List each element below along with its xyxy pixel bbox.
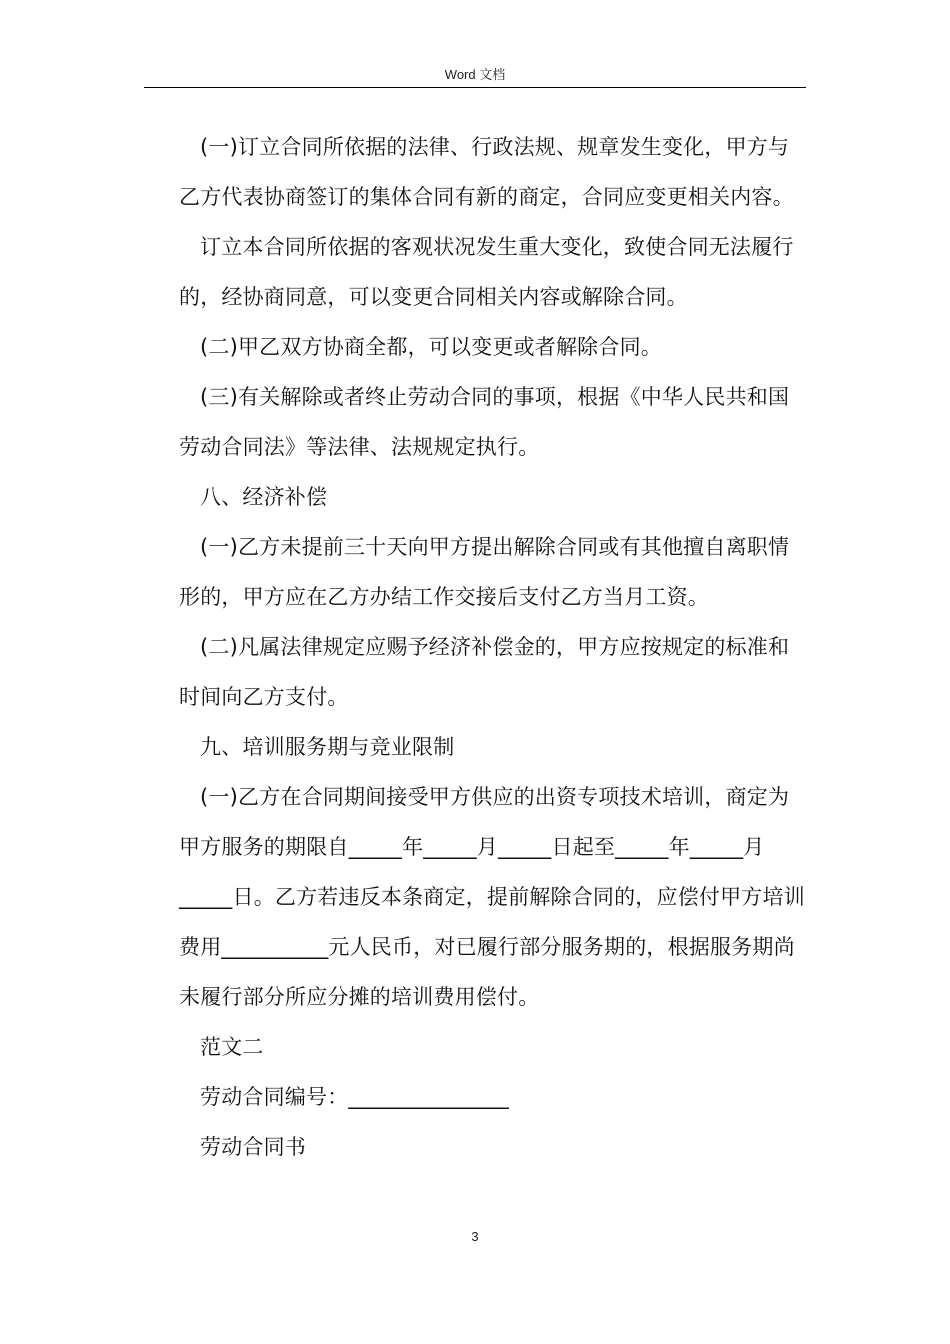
paragraph: 订立本合同所依据的客观状况发生重大变化，致使合同无法履行的，经协商同意，可以变更合同相关内容或解除合同。 (179, 235, 794, 309)
contract-number-line: 劳动合同编号：_______________ (200, 1085, 509, 1109)
header-divider (144, 87, 806, 88)
page-header: Word 文档 (444, 67, 506, 82)
paragraph: (一)乙方在合同期间接受甲方供应的出资专项技术培训，商定为甲方服务的期限自_____年_____月_____日起至_____年_____月_____日。乙方若违反本条商定，提前解除合同的，应偿付甲方培训费用__________元人民币，对已履行部分服务期的，根据服务期尚未履行部分所应分摊的培训费用偿付。 (179, 785, 805, 1009)
section-heading: 范文二 (200, 1035, 264, 1059)
paragraph: (二)凡属法律规定应赐予经济补偿金的，甲方应按规定的标准和时间向乙方支付。 (179, 635, 790, 709)
paragraph: (三)有关解除或者终止劳动合同的事项，根据《中华人民共和国劳动合同法》等法律、法规规定执行。 (179, 385, 790, 459)
paragraph: (一)订立合同所依据的法律、行政法规、规章发生变化，甲方与乙方代表协商签订的集体合同有新的商定，合同应变更相关内容。 (179, 135, 794, 209)
document-body (179, 122, 809, 1172)
page-number: 3 (471, 1229, 479, 1244)
paragraph: (二)甲乙双方协商全都，可以变更或者解除合同。 (200, 335, 662, 359)
paragraph: (一)乙方未提前三十天向甲方提出解除合同或有其他擅自离职情形的，甲方应在乙方办结工作交接后支付乙方当月工资。 (179, 535, 790, 609)
section-heading: 八、经济补偿 (200, 485, 328, 509)
contract-title: 劳动合同书 (200, 1135, 306, 1159)
section-heading: 九、培训服务期与竞业限制 (200, 735, 455, 759)
